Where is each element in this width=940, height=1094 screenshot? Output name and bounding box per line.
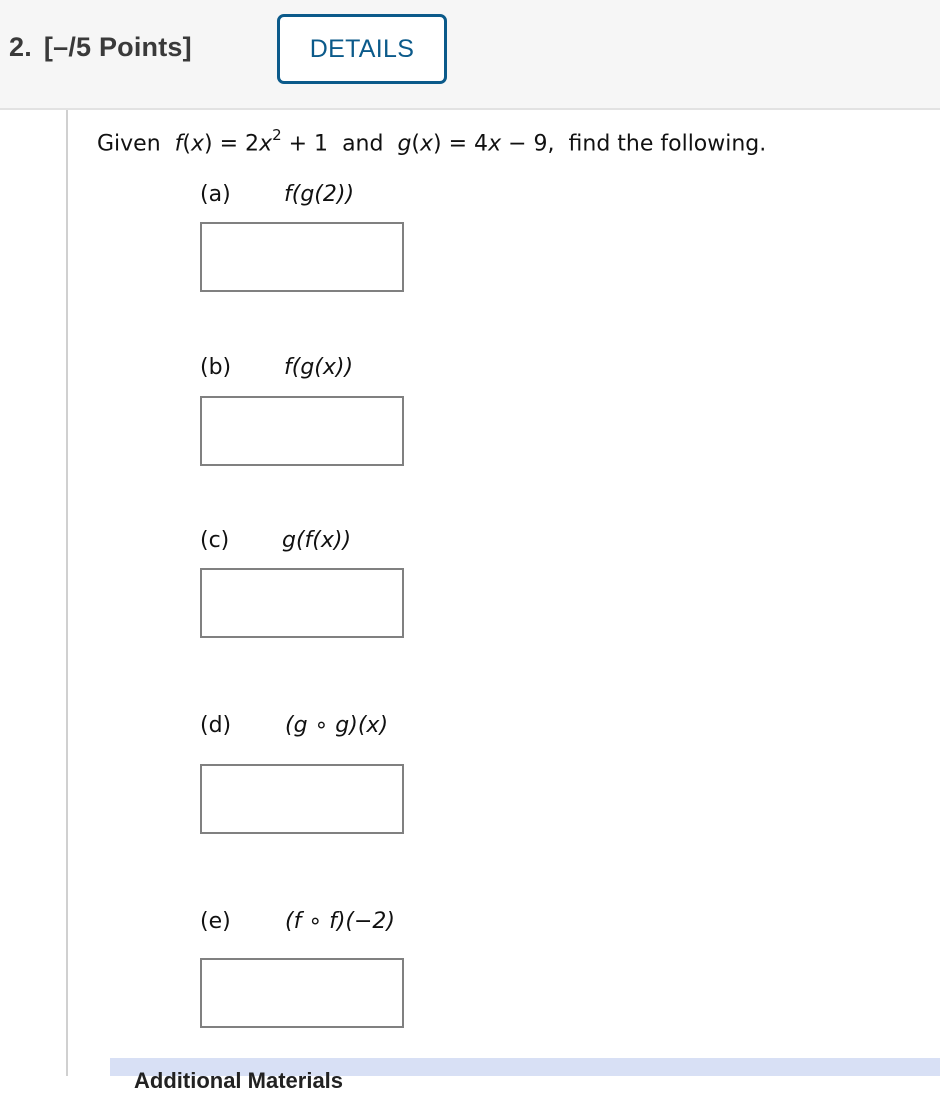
part-c-answer-input[interactable] [200, 568, 404, 638]
part-a-expression: f(g(2)) [284, 182, 355, 207]
part-b-expression: f(g(x)) [284, 355, 354, 380]
part-c-expression: g(f(x)) [282, 528, 352, 553]
f-exponent: 2 [272, 126, 282, 144]
f-symbol: f [174, 131, 183, 157]
question-number: 2. [9, 32, 32, 62]
part-b-answer-input[interactable] [200, 396, 404, 466]
part-a-answer-input[interactable] [200, 222, 404, 292]
g-var: x [488, 131, 502, 157]
part-a-label: (a) [200, 182, 231, 207]
f-rhs-post: + 1 [281, 131, 329, 157]
details-button[interactable]: DETAILS [277, 14, 447, 84]
part-e-label: (e) [200, 909, 231, 934]
additional-materials-title: Additional Materials [134, 1068, 344, 1093]
part-d-expression: (g ∘ g)(x) [285, 713, 389, 738]
question-left-rule [66, 110, 68, 1076]
instruction-text: find the following. [568, 131, 767, 157]
given-text: Given [97, 131, 161, 157]
problem-statement: Given $f(x) = 2x^2 + 1$ and g(x) = 4x − 9, find the following. [97, 126, 767, 157]
g-rhs-post: − 9, [501, 131, 555, 157]
g-symbol: g [397, 131, 412, 157]
question-header [0, 0, 940, 110]
and-text: and [342, 131, 384, 157]
f-rhs-pre: = 2 [212, 131, 260, 157]
question-title [9, 32, 192, 63]
part-b-label: (b) [200, 355, 232, 380]
points-label: [–/5 Points] [43, 32, 192, 62]
part-d-label: (d) [200, 713, 232, 738]
g-rhs-pre: = 4 [441, 131, 489, 157]
part-d-answer-input[interactable] [200, 764, 404, 834]
part-e-answer-input[interactable] [200, 958, 404, 1028]
part-e-expression: (f ∘ f)(−2) [285, 909, 396, 934]
f-var: x [259, 131, 273, 157]
additional-materials-bar [110, 1058, 940, 1093]
part-c-label: (c) [200, 528, 230, 553]
